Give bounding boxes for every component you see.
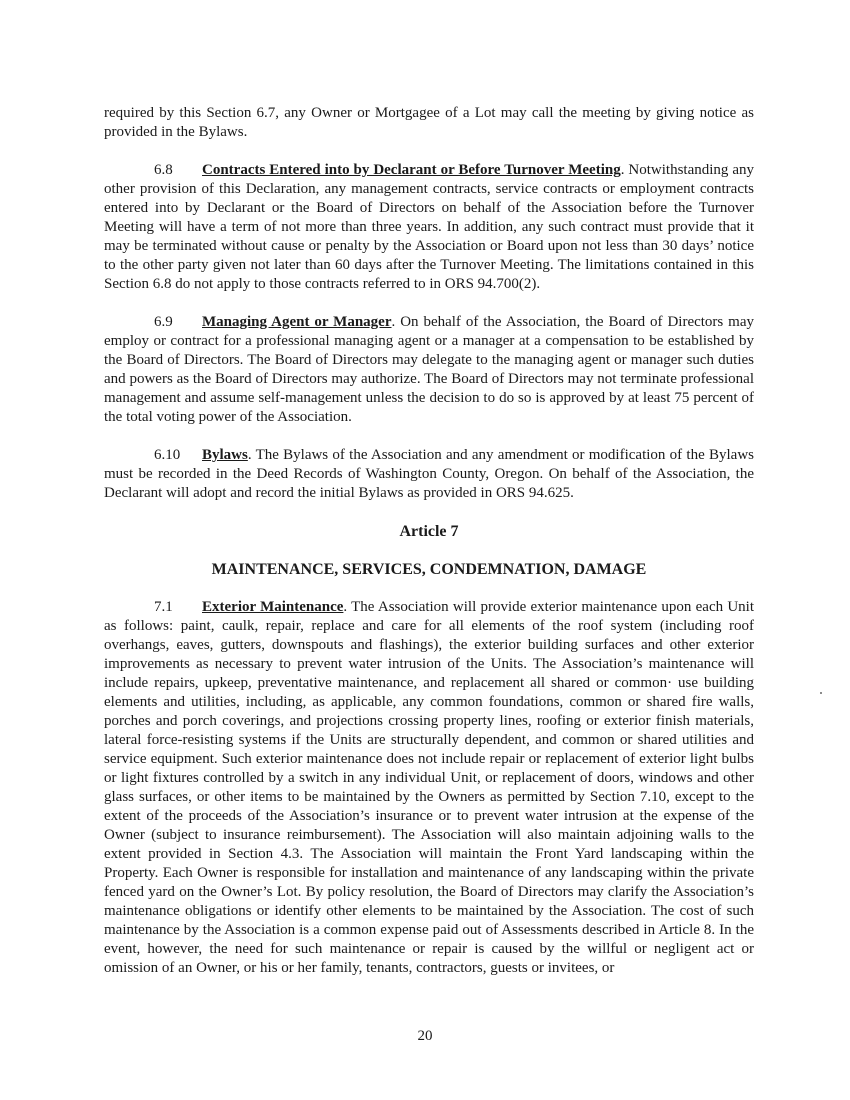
section-body: The Association will provide exterior maintenance upon each Unit as follows: paint, caulk, repair, replace and care for all elements of the roof system (including roof overhangs, eaves, gutters, downspouts and flashings), the exterior building surfaces and other exterior improvements as necessary to prevent water intrusion of the Units. The Association’s maintenance will include repairs, upkeep, preventative maintenance, and replacement all shared or common· use building elements and utilities, including, as applicable, any common foundations, common or shared fire walls, porches and porch coverings, and projections crossing property lines, roofing or exterior finish materials, lateral force-resisting systems if the Units are structurally dependent, and common or shared utilities and service equipment. Such exterior maintenance does not include repair or replacement of exterior light bulbs or light fixtures controlled by a switch in any individual Unit, or replacement of doors, windows and other glass surfaces, or other items to be maintained by the Owners as permitted by Section 7.10, except to the extent of the proceeds of the Association’s insurance or to prevent water intrusion at the expense of the Owner (subject to insurance reimbursement). The Association will also maintain adjoining walls to the extent provided in Section 4.3. The Association will maintain the Front Yard landscaping within the Property. Each Owner is responsible for installation and maintenance of any landscaping within the private fenced yard on the Owner’s Lot. By policy resolution, the Board of Directors may clarify the Association’s maintenance obligations or identify other elements to be maintained by the Association. The cost of such maintenance by the Association is a common expense paid out of Assessments described in Article 8. In the event, however, the need for such maintenance or repair is caused by the willful or negligent act or omission of an Owner, or his or her family, tenants, contractors, guests or invitees, or bbox=[104, 599, 754, 976]
section-number: 6.9 bbox=[154, 314, 173, 330]
page-number: 20 bbox=[417, 1028, 433, 1044]
section-6-10: 6.10 Bylaws. The Bylaws of the Association and any amendment or modification of the Bylaws must be recorded in the Deed Records of Washington County, Oregon. On behalf of the Association, the Declarant will adopt and record the initial Bylaws as provided in ORS 94.625. bbox=[104, 447, 754, 501]
section-7-1: 7.1 Exterior Maintenance. The Association will provide exterior maintenance upon each Unit as follows: paint, caulk, repair, replace and care for all elements of the roof system (including roof overhangs, eaves, gutters, downspouts and flashings), the exterior building surfaces and other exterior improvements as necessary to prevent water intrusion of the Units. The Association’s maintenance will include repairs, upkeep, preventative maintenance, and replacement all shared or common· use building elements and utilities, including, as applicable, any common foundations, common or shared fire walls, porches and porch coverings, and projections crossing property lines, roofing or exterior finish materials, lateral force-resisting systems if the Units are structurally dependent, and common or shared utilities and service equipment. Such exterior maintenance does not include repair or replacement of exterior light bulbs or light fixtures controlled by a switch in any individual Unit, or replacement of doors, windows and other glass surfaces, or other items to be maintained by the Owners as permitted by Section 7.10, except to the extent of the proceeds of the Association’s insurance or to prevent water intrusion at the expense of the Owner (subject to insurance reimbursement). The Association will also maintain adjoining walls to the extent provided in Section 4.3. The Association will maintain the Front Yard landscaping within the Property. Each Owner is responsible for installation and maintenance of any landscaping within the private fenced yard on the Owner’s Lot. By policy resolution, the Board of Directors may clarify the Association’s maintenance obligations or identify other elements to be maintained by the Association. The cost of such maintenance by the Association is a common expense paid out of Assessments described in Article 8. In the event, however, the need for such maintenance or repair is caused by the willful or negligent act or omission of an Owner, or his or her family, tenants, contractors, guests or invitees, or bbox=[104, 599, 754, 976]
section-number: 6.8 bbox=[154, 162, 173, 178]
section-title: Exterior Maintenance bbox=[202, 599, 344, 615]
section-number: 6.10 bbox=[154, 447, 181, 463]
section-title: Contracts Entered into by Declarant or Before Turnover Meeting bbox=[202, 162, 621, 178]
section-body: The Bylaws of the Association and any amendment or modification of the Bylaws must be recorded in the Deed Records of Washington County, Oregon. On behalf of the Association, the Declarant will adopt and record the initial Bylaws as provided in ORS 94.625. bbox=[104, 447, 754, 501]
article-title: MAINTENANCE, SERVICES, CONDEMNATION, DAMAGE bbox=[211, 561, 647, 578]
section-title: Managing Agent or Manager bbox=[202, 314, 392, 330]
section-body: Notwithstanding any other provision of this Declaration, any management contracts, service contracts or employment contracts entered into by Declarant or the Board of Directors on behalf of the Association before the Turnover Meeting will have a term of not more than three years. In addition, any such contract must provide that it may be terminated without cause or penalty by the Association or Board upon not less than 30 days’ notice to the other party given not later than 60 days after the Turnover Meeting. The limitations contained in this Section 6.8 do not apply to those contracts referred to in ORS 94.700(2). bbox=[104, 162, 755, 292]
article-label: Article 7 bbox=[399, 523, 459, 540]
document-page bbox=[104, 104, 754, 978]
section-6-8: 6.8 Contracts Entered into by Declarant or Before Turnover Meeting. Notwithstanding any other provision of this Declaration, any management contracts, service contracts or employment contracts entered into by Declarant or the Board of Directors on behalf of the Association before the Turnover Meeting will have a term of not more than three years. In addition, any such contract must provide that it may be terminated without cause or penalty by the Association or Board upon not less than 30 days’ notice to the other party given not later than 60 days after the Turnover Meeting. The limitations contained in this Section 6.8 do not apply to those contracts referred to in ORS 94.700(2). bbox=[104, 162, 755, 292]
section-6-9: 6.9 Managing Agent or Manager. On behalf of the Association, the Board of Directors may employ or contract for a professional managing agent or a manager at a compensation to be established by the Board of Directors. The Board of Directors may delegate to the managing agent or manager such duties and powers as the Board of Directors may authorize. The Board of Directors may not terminate professional management and assume self-management unless the decision to do so is approved by at least 75 percent of the total voting power of the Association. bbox=[104, 314, 755, 425]
section-number: 7.1 bbox=[154, 599, 173, 615]
scan-speck bbox=[820, 692, 822, 694]
section-body: On behalf of the Association, the Board of Directors may employ or contract for a professional managing agent or a manager at a compensation to be established by the Board of Directors. The Board of Directors may delegate to the managing agent or manager such duties and powers as the Board of Directors may authorize. The Board of Directors may not terminate professional management and assume self-management unless the decision to do so is approved by at least 75 percent of the total voting power of the Association. bbox=[104, 314, 755, 425]
section-title: Bylaws bbox=[202, 447, 248, 463]
continuation-paragraph: required by this Section 6.7, any Owner or Mortgagee of a Lot may call the meeting by giving notice as provided in the Bylaws. bbox=[104, 105, 754, 140]
